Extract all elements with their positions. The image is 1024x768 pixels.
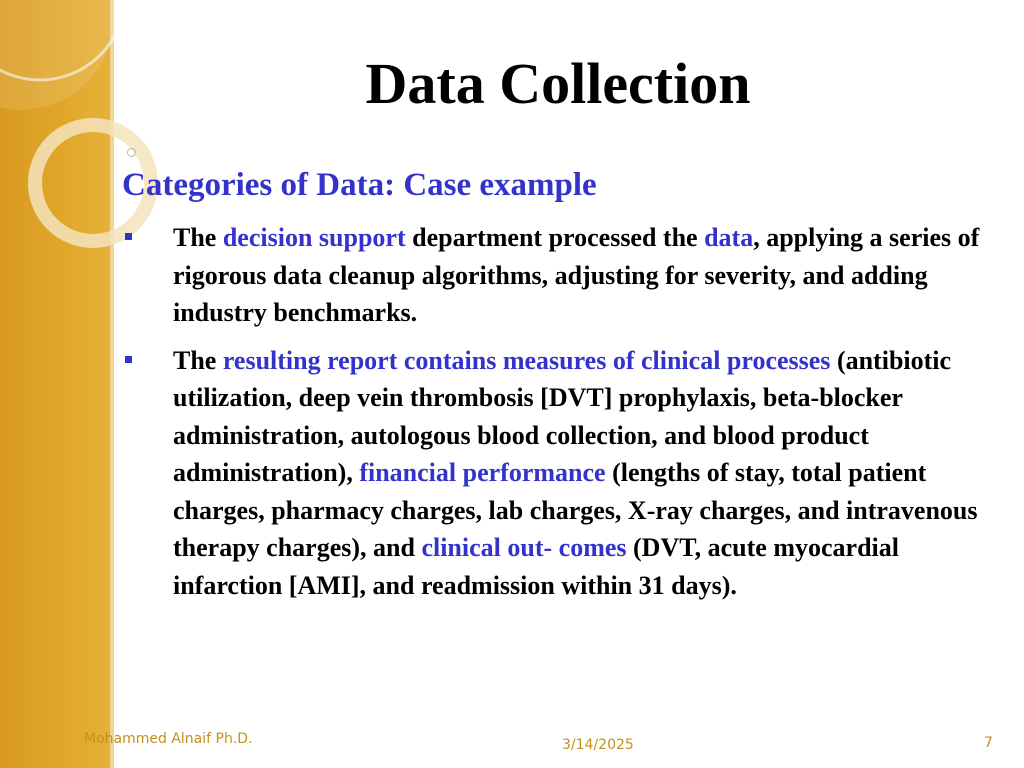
text-segment: (lengths of stay, total patient charges, pharmacy charges, lab charges, X-ray charges, and intravenous therapy charges), and (173, 458, 978, 562)
highlighted-phrase: decision support (222, 223, 406, 252)
band-edge-stripe (110, 0, 114, 768)
slide-title: Data Collection (365, 51, 751, 116)
bullet-text (173, 342, 982, 605)
text-segment: The (173, 345, 223, 375)
bullet-item (122, 219, 982, 332)
bullet-text (173, 219, 982, 332)
highlighted-phrase: clinical out- comes (421, 533, 627, 562)
square-bullet-icon (125, 356, 132, 363)
small-ring-ornament (127, 148, 136, 157)
text-segment: department processed the (405, 223, 705, 252)
text-segment: , applying a series of rigorous data cleanup algorithms, adjusting for severity, and adding industry benchmarks. (173, 223, 980, 327)
slide-subtitle: Categories of Data: Case example (122, 167, 597, 203)
highlighted-phrase: data (704, 223, 754, 252)
square-bullet-icon (125, 233, 132, 240)
bullet-item (122, 342, 982, 605)
text-segment: The (173, 223, 223, 252)
bullet-list (122, 219, 982, 614)
text-segment: (DVT, acute myocardial infarction [AMI], and readmission within 31 days). (173, 533, 899, 600)
text-segment: (antibiotic utilization, deep vein thrombosis [DVT] prophylaxis, beta-blocker administration, autologous blood collection, and blood product administration), (173, 345, 952, 487)
footer-page-number: 7 (984, 735, 993, 751)
left-decorative-band (0, 0, 113, 768)
highlighted-phrase: financial performance (359, 458, 606, 487)
footer-author: Mohammed Alnaif Ph.D. (84, 731, 253, 747)
highlighted-phrase: resulting report contains measures of clinical processes (222, 345, 831, 375)
footer-date: 3/14/2025 (562, 737, 634, 753)
